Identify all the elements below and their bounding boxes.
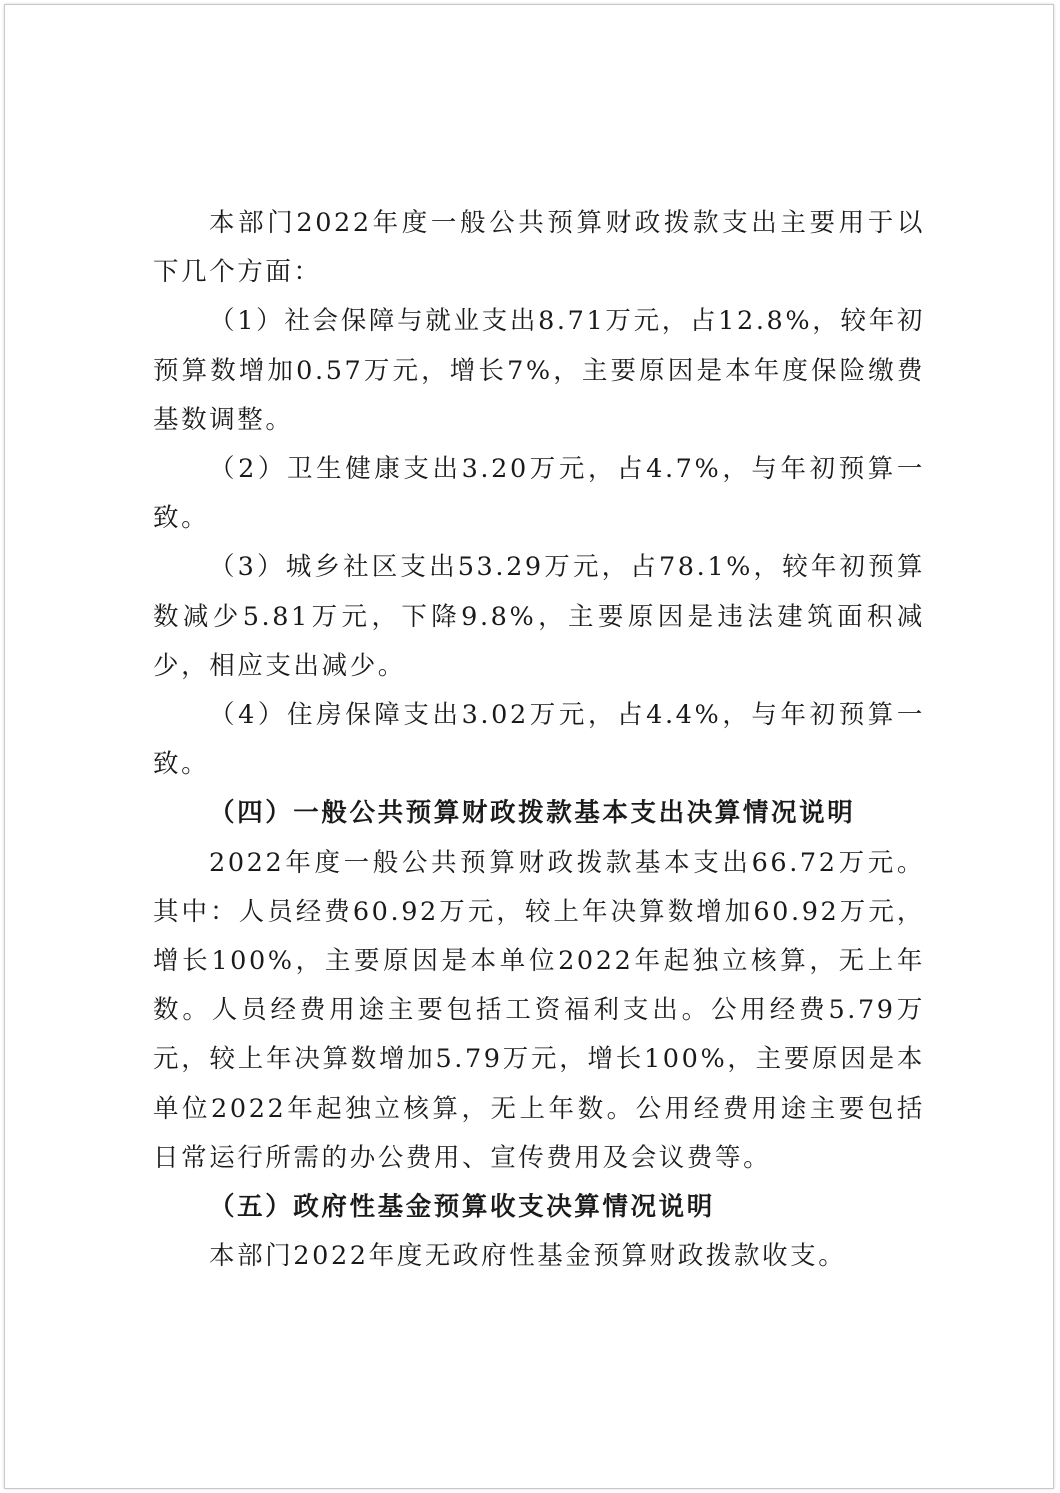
paragraph-item-1: （1）社会保障与就业支出8.71万元，占12.8%，较年初预算数增加0.57万元，增长7%，主要原因是本年度保险缴费基数调整。 (153, 306, 925, 435)
document-body (153, 199, 925, 1281)
paragraph-item-2: （2）卫生健康支出3.20万元，占4.7%，与年初预算一致。 (153, 454, 925, 534)
paragraph-fund-budget: 本部门2022年度无政府性基金预算财政拨款收支。 (209, 1241, 847, 1272)
document-page (4, 4, 1054, 1489)
paragraph-intro: 本部门2022年度一般公共预算财政拨款支出主要用于以下几个方面： (153, 208, 925, 288)
section-heading-5: （五）政府性基金预算收支决算情况说明 (209, 1192, 715, 1223)
paragraph-basic-expenditure: 2022年度一般公共预算财政拨款基本支出66.72万元。其中：人员经费60.92万元，较上年决算数增加60.92万元，增长100%，主要原因是本单位2022年起独立核算，无上年数。人员经费用途主要包括工资福利支出。公用经费5.79万元，较上年决算数增加5.79万元，增长100%，主要原因是本单位2022年起独立核算，无上年数。公用经费用途主要包括日常运行所需的办公费用、宣传费用及会议费等。 (153, 847, 925, 1173)
section-heading-4: （四）一般公共预算财政拨款基本支出决算情况说明 (209, 798, 856, 829)
paragraph-item-3: （3）城乡社区支出53.29万元，占78.1%，较年初预算数减少5.81万元，下降9.8%，主要原因是违法建筑面积减少，相应支出减少。 (153, 552, 925, 681)
paragraph-item-4: （4）住房保障支出3.02万元，占4.4%，与年初预算一致。 (153, 700, 925, 780)
